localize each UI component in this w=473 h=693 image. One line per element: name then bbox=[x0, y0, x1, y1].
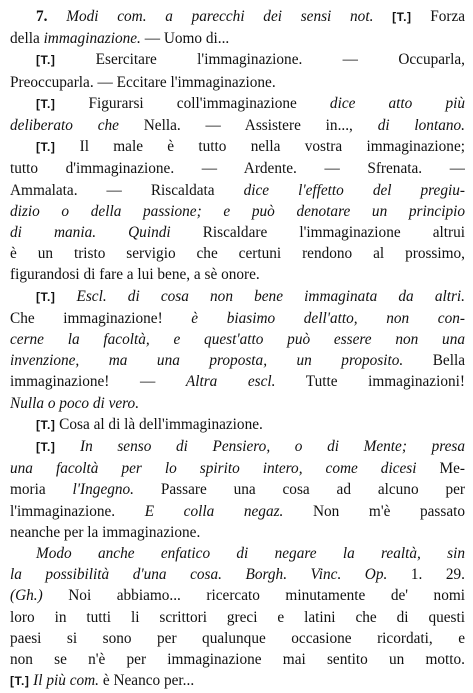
italic-text: dizio o della passione; e può denotare un principio bbox=[10, 202, 465, 220]
text-line: paesi si sono per qualunque occasione ricordati, e bbox=[10, 629, 465, 647]
section-marker: [T.] bbox=[36, 289, 56, 304]
section-marker: [T.] bbox=[36, 440, 56, 455]
text-line bbox=[10, 393, 465, 414]
text-line: immaginazione! — Altra escl. Tutte immaginazioni! bbox=[10, 373, 465, 391]
italic-text: è biasimo dell'atto, non con- bbox=[191, 309, 465, 327]
italic-text: Modo anche enfatico di negare la realtà, sin bbox=[36, 545, 465, 563]
italic-text: la possibilità d'una cosa. Borgh. Vinc. Op. bbox=[10, 566, 388, 584]
italic-text: Escl. di cosa non bene immaginata da altri. bbox=[76, 287, 465, 305]
italic-text: Modi com. a parecchi dei sensi not. bbox=[66, 8, 374, 25]
text-line: di mania. Quindi Riscaldare l'immaginazione altrui bbox=[10, 224, 465, 242]
text-line: [T.] Esercitare l'immaginazione. — Occuparla, bbox=[36, 51, 465, 69]
text-line: una facoltà per lo spirito intero, come dicesi Me- bbox=[10, 460, 465, 478]
text-line: è un tristo servigio che certuni rendono al prossimo, bbox=[10, 245, 465, 263]
italic-text: In senso di Pensiero, o di Mente; presa bbox=[79, 438, 465, 456]
text-line: invenzione, ma una proposta, un proposito. Bella bbox=[10, 352, 465, 370]
italic-text: Nulla o poco di vero. bbox=[10, 394, 140, 412]
dictionary-entry-text bbox=[10, 6, 465, 693]
italic-text: Altra escl. bbox=[185, 373, 276, 391]
italic-text: di lontano. bbox=[377, 117, 465, 135]
section-marker: [T.] bbox=[10, 674, 30, 689]
text-line bbox=[10, 436, 465, 458]
text-line: [T.] Il male è tutto nella vostra immaginazione; bbox=[36, 138, 465, 156]
italic-text: l'Ingegno. bbox=[72, 481, 135, 499]
text-line: della immaginazione. — Uomo di... bbox=[10, 30, 230, 48]
text-line: loro in tutti li scrittori greci e latini che di questi bbox=[10, 608, 465, 626]
text-line bbox=[10, 286, 465, 308]
section-marker: [T.] bbox=[36, 53, 56, 68]
text-line: deliberato che Nella. — Assistere in..., di lontano. bbox=[10, 117, 465, 135]
text-line: [T.] Figurarsi coll'immaginazione dice atto più bbox=[36, 94, 465, 112]
entry-number: 7. bbox=[36, 8, 48, 25]
italic-text: di mania. Quindi bbox=[10, 224, 171, 242]
italic-text: E colla negaz. bbox=[144, 502, 284, 520]
italic-text: dice atto più bbox=[329, 94, 465, 112]
italic-text: deliberato che bbox=[10, 117, 119, 135]
text-line: figurandosi di fare a lui bene, a sè onore. bbox=[10, 266, 260, 284]
italic-text: una facoltà per lo spirito intero, come dicesi bbox=[10, 460, 417, 478]
text-line: moria l'Ingegno. Passare una cosa ad alcuno per bbox=[10, 481, 465, 499]
italic-text: (Gh.) bbox=[10, 587, 43, 605]
text-line: non se n'è per immaginazione mai sentito un motto. bbox=[10, 651, 465, 669]
text-line bbox=[10, 543, 465, 564]
text-line: (Gh.) Noi abbiamo... ricercato minutamente de' nomi bbox=[10, 587, 465, 605]
italic-text: dice l'effetto del pregiu- bbox=[243, 181, 465, 199]
section-marker: [T.] bbox=[392, 10, 412, 24]
italic-text: invenzione, ma una proposta, un proposito. bbox=[10, 352, 404, 370]
text-line: la possibilità d'una cosa. Borgh. Vinc. Op. 1. 29. bbox=[10, 566, 465, 584]
section-marker: [T.] bbox=[36, 140, 56, 155]
text-line bbox=[10, 201, 465, 222]
text-line: 7. Modi com. a parecchi dei sensi not. [T.] Forza bbox=[36, 8, 465, 25]
section-marker: [T.] bbox=[36, 96, 56, 111]
text-line: tutto d'immaginazione. — Ardente. — Sfrenata. — bbox=[10, 160, 465, 178]
text-line: Che immaginazione! è biasimo dell'atto, non con- bbox=[10, 309, 465, 327]
section-marker: [T.] bbox=[36, 417, 56, 432]
text-line: Ammalata. — Riscaldata dice l'effetto del pregiu- bbox=[10, 181, 465, 199]
italic-text: cerne la facoltà, e quest'atto può essere non una bbox=[10, 331, 465, 349]
italic-text: Il più com. bbox=[33, 672, 100, 690]
text-line: [T.] Cosa al di là dell'immaginazione. bbox=[36, 415, 263, 433]
text-line: neanche per la immaginazione. bbox=[10, 523, 201, 541]
text-line bbox=[10, 329, 465, 350]
text-line: [T.] Il più com. è Neanco per... bbox=[10, 672, 195, 690]
text-line: l'immaginazione. E colla negaz. Non m'è passato bbox=[10, 502, 465, 520]
italic-text: immaginazione. bbox=[43, 30, 141, 48]
text-line: Preoccuparla. — Eccitare l'immaginazione. bbox=[10, 73, 276, 91]
